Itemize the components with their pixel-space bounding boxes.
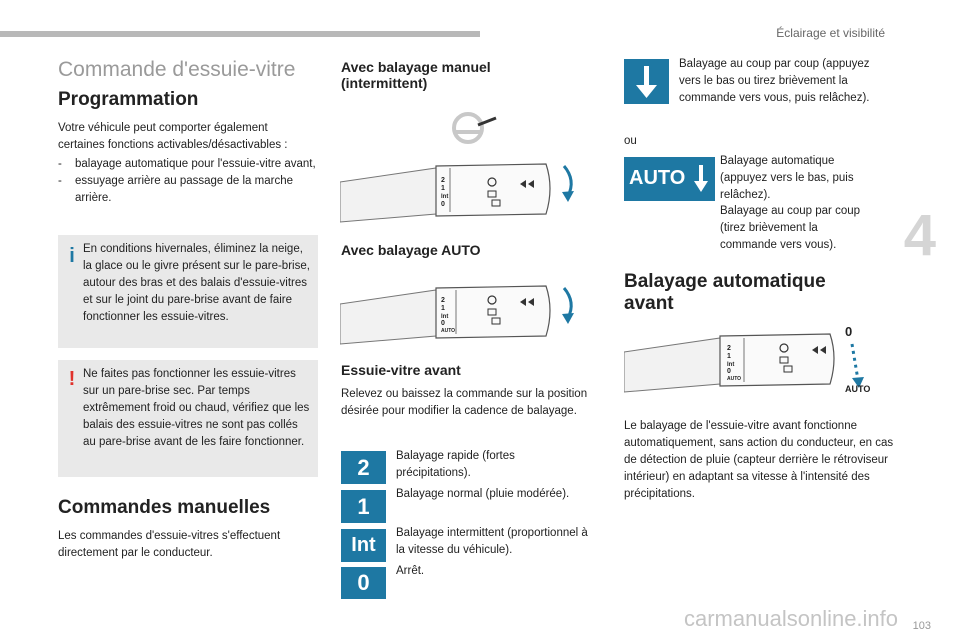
arrow-down-icon bbox=[692, 163, 710, 195]
chapter-number: 4 bbox=[903, 203, 936, 268]
stalk-mark: Int bbox=[441, 314, 449, 320]
commandes-manuelles-heading: Commandes manuelles bbox=[58, 497, 271, 518]
page-title: Commande d'essuie-vitre bbox=[58, 58, 296, 81]
programmation-heading: Programmation bbox=[58, 89, 199, 110]
stalk-mark: 1 bbox=[441, 185, 445, 192]
auto-tile bbox=[624, 157, 715, 201]
stalk-mark: 2 bbox=[441, 297, 445, 304]
position-1-tile: 1 bbox=[341, 490, 386, 523]
position-0-text: Arrêt. bbox=[396, 565, 425, 577]
info-box bbox=[58, 235, 318, 348]
arrow-down-icon bbox=[624, 59, 669, 104]
figure-label-zero: 0 bbox=[845, 324, 853, 339]
wiper-stalk-auto-front-illustration bbox=[624, 322, 874, 400]
position-int-text: Balayage intermittent (proportionnel à la vitesse du véhicule). bbox=[396, 527, 588, 556]
list-item: - balayage automatique pour l'essuie-vitre avant, bbox=[58, 156, 316, 173]
balayage-automatique-heading: Balayage automatique avant bbox=[624, 271, 826, 314]
stalk-mark: 0 bbox=[727, 368, 731, 375]
page-number: 103 bbox=[912, 620, 931, 632]
section-title: Éclairage et visibilité bbox=[776, 26, 885, 40]
figure-label-auto: AUTO bbox=[845, 384, 871, 394]
stalk-mark: 2 bbox=[727, 345, 731, 352]
arrow-down-tile bbox=[624, 59, 669, 104]
stalk-mark: 0 bbox=[441, 320, 445, 327]
warning-icon: ! bbox=[68, 368, 76, 390]
ou-text: ou bbox=[624, 135, 637, 147]
balayage-auto-text: Balayage automatique (appuyez vers le bas, puis relâchez). bbox=[720, 155, 854, 201]
auto-heading: Avec balayage AUTO bbox=[341, 242, 481, 258]
coup-par-coup-text: Balayage au coup par coup (appuyez vers le bas ou tirez brièvement la commande vers vous, puis relâchez). bbox=[679, 58, 870, 104]
rotate-arrow-icon bbox=[558, 286, 580, 326]
rotate-arrow-icon bbox=[558, 164, 580, 204]
essuie-vitre-avant-text: Relevez ou baissez la commande sur la position désirée pour modifier la cadence de balayage. bbox=[341, 388, 588, 417]
auto-tile-label: AUTO bbox=[629, 167, 686, 189]
stalk-mark: AUTO bbox=[441, 328, 456, 334]
position-int-tile: Int bbox=[341, 529, 386, 562]
stalk-mark: Int bbox=[441, 194, 449, 200]
wiper-stalk-auto-illustration bbox=[340, 280, 580, 354]
stalk-mark: 2 bbox=[441, 177, 445, 184]
manuel-heading: Avec balayage manuel (intermittent) bbox=[341, 59, 491, 91]
warning-box bbox=[58, 360, 318, 477]
watermark: carmanualsonline.info bbox=[684, 606, 899, 631]
header-bar bbox=[0, 31, 480, 37]
position-0-tile: 0 bbox=[341, 567, 386, 599]
warning-text: Ne faites pas fonctionner les essuie-vitres sur un pare-brise sec. Par temps extrêmement froid ou chaud, vérifiez que les balais des essuie-vitres ne sont pas collés au pare-brise avant de les faire fonctionner. bbox=[83, 368, 310, 448]
position-1-text: Balayage normal (pluie modérée). bbox=[396, 488, 570, 500]
steering-wheel-icon bbox=[448, 110, 498, 146]
position-2-text: Balayage rapide (fortes précipitations). bbox=[396, 450, 515, 479]
stalk-mark: 0 bbox=[441, 201, 445, 208]
commandes-manuelles-text: Les commandes d'essuie-vitres s'effectuent directement par le conducteur. bbox=[58, 530, 281, 559]
balayage-automatique-text: Le balayage de l'essuie-vitre avant fonctionne automatiquement, sans action du conducteur, en cas de détection de pluie (capteur derrière le rétroviseur intérieur) en adaptant sa vitesse à l'intensité des précipitations. bbox=[624, 420, 894, 500]
position-2-tile: 2 bbox=[341, 451, 386, 484]
wiper-stalk-manual-illustration bbox=[340, 158, 580, 232]
programmation-intro: Votre véhicule peut comporter également certaines fonctions activables/désactivables : bbox=[58, 122, 288, 151]
stalk-mark: AUTO bbox=[727, 376, 742, 382]
stalk-mark: 1 bbox=[727, 353, 731, 360]
list-item: - essuyage arrière au passage de la marche arrière. bbox=[58, 173, 316, 207]
stalk-mark: 1 bbox=[441, 305, 445, 312]
essuie-vitre-avant-heading: Essuie-vitre avant bbox=[341, 362, 461, 378]
programmation-list bbox=[58, 156, 316, 207]
stalk-mark: Int bbox=[727, 362, 735, 368]
info-text: En conditions hivernales, éliminez la neige, la glace ou le givre présent sur le pare-brise, autour des bras et des balais d'essuie-vitres et sur le joint du pare-brise avant de faire fonctionner les essuie-vitres. bbox=[83, 243, 310, 323]
info-icon: i bbox=[69, 245, 75, 267]
balayage-coup-text: Balayage au coup par coup (tirez brièvement la commande vers vous). bbox=[720, 205, 861, 251]
